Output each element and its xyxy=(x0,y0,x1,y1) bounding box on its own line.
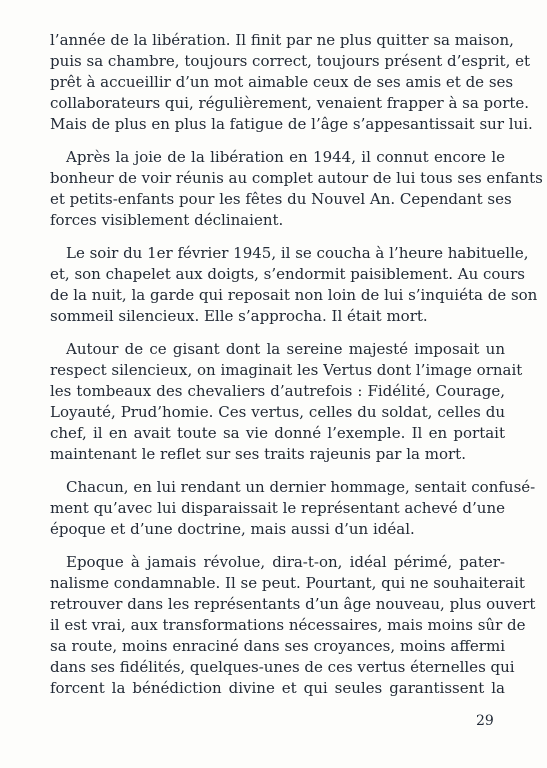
paragraph xyxy=(50,30,533,135)
text-line: nalisme condamnable. Il se peut. Pourtant, qui ne souhaiterait xyxy=(50,574,525,592)
paragraph xyxy=(50,147,543,231)
text-line: forcent la bénédiction divine et qui seules garantissent la xyxy=(50,679,505,697)
text-line: maintenant le reflet sur ses traits rajeunis par la mort. xyxy=(50,445,466,463)
paragraph xyxy=(50,552,536,699)
text-line: sommeil silencieux. Elle s’approcha. Il était mort. xyxy=(50,307,428,325)
text-line: Chacun, en lui rendant un dernier hommage, sentait confusé- xyxy=(66,478,536,496)
paragraph xyxy=(50,339,523,465)
paragraph xyxy=(50,477,536,540)
text-line: sa route, moins enraciné dans ses croyances, moins affermi xyxy=(50,637,505,655)
text-line: bonheur de voir réunis au complet autour de lui tous ses enfants xyxy=(50,169,543,187)
page-number: 29 xyxy=(476,713,494,729)
text-line: puis sa chambre, toujours correct, toujours présent d’esprit, et xyxy=(50,52,531,70)
text-line: chef, il en avait toute sa vie donné l’exemple. Il en portait xyxy=(50,424,505,442)
text-line: et petits-enfants pour les fêtes du Nouvel An. Cependant ses xyxy=(50,190,512,208)
text-line: Mais de plus en plus la fatigue de l’âge s’appesantissait sur lui. xyxy=(50,115,533,133)
text-line: époque et d’une doctrine, mais aussi d’un idéal. xyxy=(50,520,415,538)
paragraph xyxy=(50,243,538,327)
text-line: et, son chapelet aux doigts, s’endormit paisiblement. Au cours xyxy=(50,265,525,283)
text-line: de la nuit, la garde qui reposait non loin de lui s’inquiéta de son xyxy=(50,286,538,304)
text-line: l’année de la libération. Il finit par ne plus quitter sa maison, xyxy=(50,31,514,49)
text-line: respect silencieux, on imaginait les Vertus dont l’image ornait xyxy=(50,361,523,379)
body-text xyxy=(50,30,543,699)
text-line: dans ses fidélités, quelques-unes de ces vertus éternelles qui xyxy=(50,658,515,676)
text-line: ment qu’avec lui disparaissait le représentant achevé d’une xyxy=(50,499,505,517)
text-line: les tombeaux des chevaliers d’autrefois : Fidélité, Courage, xyxy=(50,382,505,400)
text-line: Loyauté, Prud’homie. Ces vertus, celles du soldat, celles du xyxy=(50,403,505,421)
text-line: retrouver dans les représentants d’un âge nouveau, plus ouvert xyxy=(50,595,536,613)
text-line: prêt à accueillir d’un mot aimable ceux de ses amis et de ses xyxy=(50,73,514,91)
text-line: Le soir du 1er février 1945, il se coucha à l’heure habituelle, xyxy=(66,244,529,262)
text-line: Après la joie de la libération en 1944, il connut encore le xyxy=(66,148,505,166)
text-line: il est vrai, aux transformations nécessaires, mais moins sûr de xyxy=(50,616,526,634)
text-line: forces visiblement déclinaient. xyxy=(50,211,284,229)
text-line: Autour de ce gisant dont la sereine majesté imposait un xyxy=(66,340,505,358)
text-line: Epoque à jamais révolue, dira-t-on, idéal périmé, pater- xyxy=(66,553,505,571)
text-line: collaborateurs qui, régulièrement, venaient frapper à sa porte. xyxy=(50,94,530,112)
